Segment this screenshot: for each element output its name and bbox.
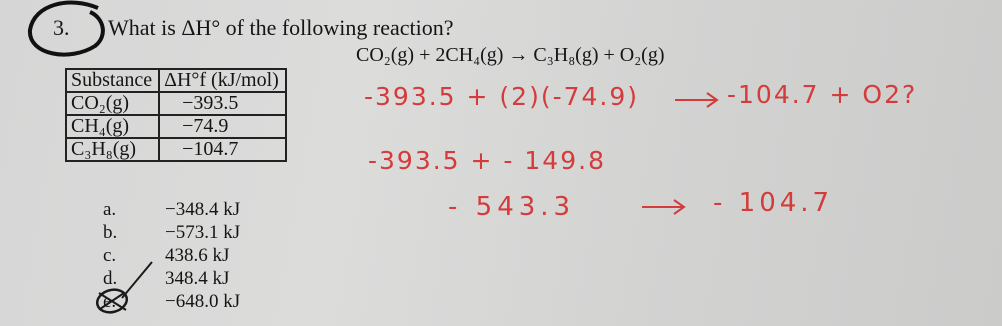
enthalpy-cell: −104.7 — [159, 138, 286, 161]
table-header: ΔH°f (kJ/mol) — [159, 69, 286, 92]
choice-letter: e. — [103, 291, 117, 312]
handwritten-step-3: - 543.3 — [448, 192, 576, 222]
substance-cell: C₃H₈(g) — [66, 138, 159, 161]
table-header: Substance — [66, 69, 159, 92]
reaction-equation: CO₂(g) + 2CH₄(g) → C₃H₈(g) + O₂(g) — [356, 44, 665, 66]
choice-letter: b. — [103, 222, 118, 243]
choice-value: −648.0 kJ — [165, 291, 241, 312]
choice-letter: d. — [103, 268, 118, 289]
choice-value: −348.4 kJ — [165, 199, 241, 220]
handwritten-step-2: -393.5 + - 149.8 — [368, 146, 606, 175]
handwritten-result-1: -104.7 + O2? — [727, 80, 918, 109]
enthalpy-cell: −393.5 — [159, 92, 286, 115]
enthalpy-cell: −74.9 — [159, 115, 286, 138]
question-number: 3. — [53, 15, 70, 40]
question-text: What is ΔH° of the following reaction? — [108, 15, 454, 40]
choice-value: −573.1 kJ — [165, 222, 241, 243]
substance-cell: CO₂(g) — [66, 92, 159, 115]
choice-letter: a. — [103, 199, 117, 220]
choice-value: 438.6 kJ — [165, 245, 230, 266]
choice-value: 348.4 kJ — [165, 268, 230, 289]
handwritten-result-2: - 104.7 — [713, 188, 834, 218]
substance-cell: CH₄(g) — [66, 115, 159, 138]
arrow-icon — [640, 197, 688, 217]
arrow-icon — [673, 90, 721, 110]
handwritten-step-1: -393.5 + (2)(-74.9) — [364, 82, 640, 111]
choice-letter: c. — [103, 245, 117, 266]
